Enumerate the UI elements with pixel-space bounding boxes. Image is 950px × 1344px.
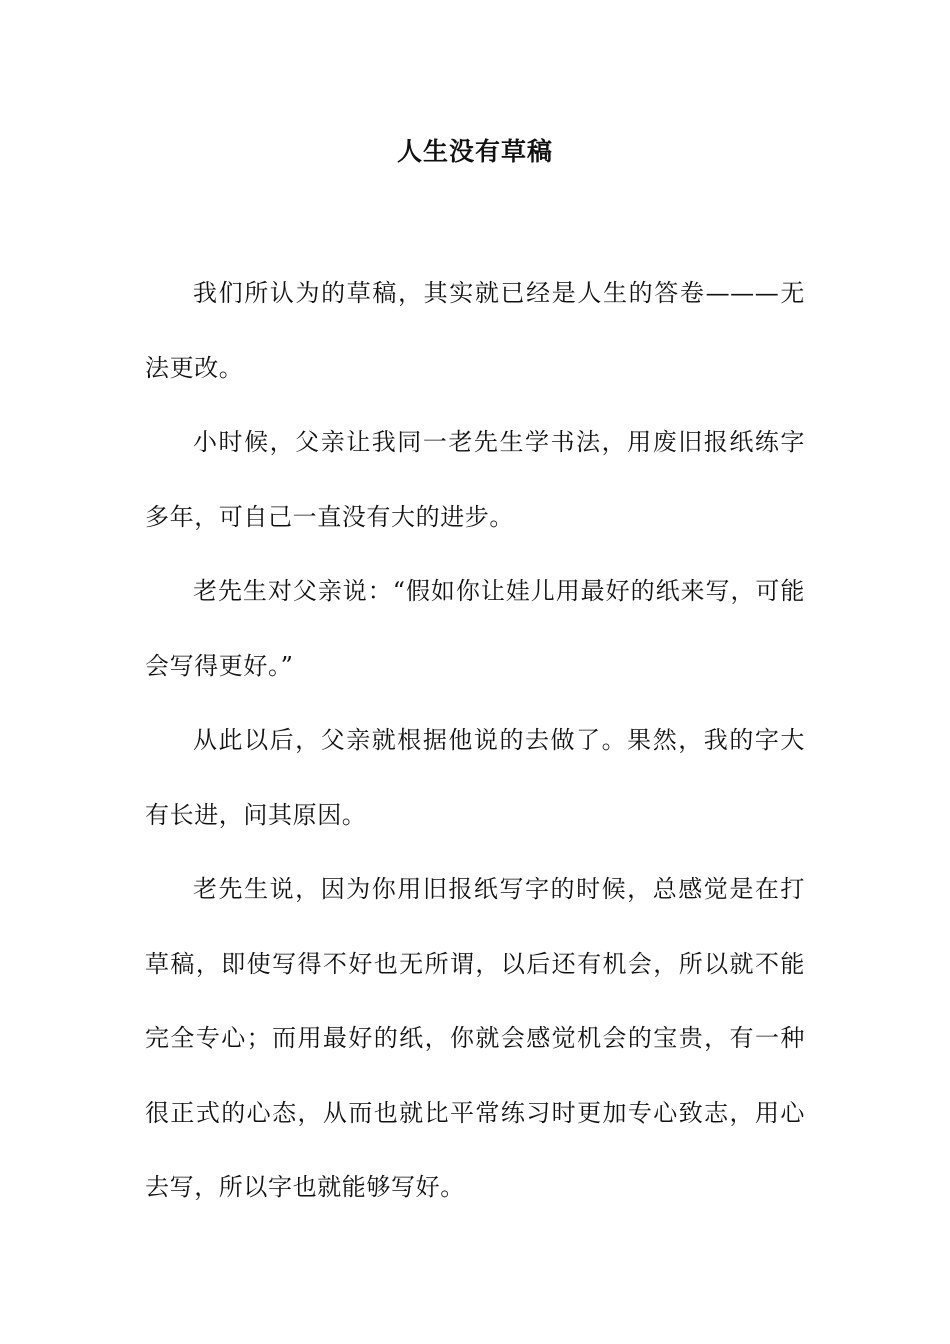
paragraph: 老先生说，因为你用旧报纸写字的时候，总感觉是在打草稿，即使写得不好也无所谓，以后还有机会，所以就不能完全专心；而用最好的纸，你就会感觉机会的宝贵，有一种很正式的心态，从而也就比平常练习时更加专心致志，用心去写，所以字也就能够写好。	[145, 875, 805, 1201]
paragraph: 小时候，父亲让我同一老先生学书法，用废旧报纸练字多年，可自己一直没有大的进步。	[145, 428, 805, 531]
document-title: 人生没有草稿	[396, 137, 553, 166]
paragraph: 老先生对父亲说：“假如你让娃儿用最好的纸来写，可能会写得更好。”	[145, 577, 805, 680]
document-body	[145, 256, 805, 1225]
paragraph: 我们所认为的草稿，其实就已经是人生的答卷———无法更改。	[145, 279, 805, 382]
paragraph: 从此以后，父亲就根据他说的去做了。果然，我的字大有长进，问其原因。	[145, 726, 805, 829]
